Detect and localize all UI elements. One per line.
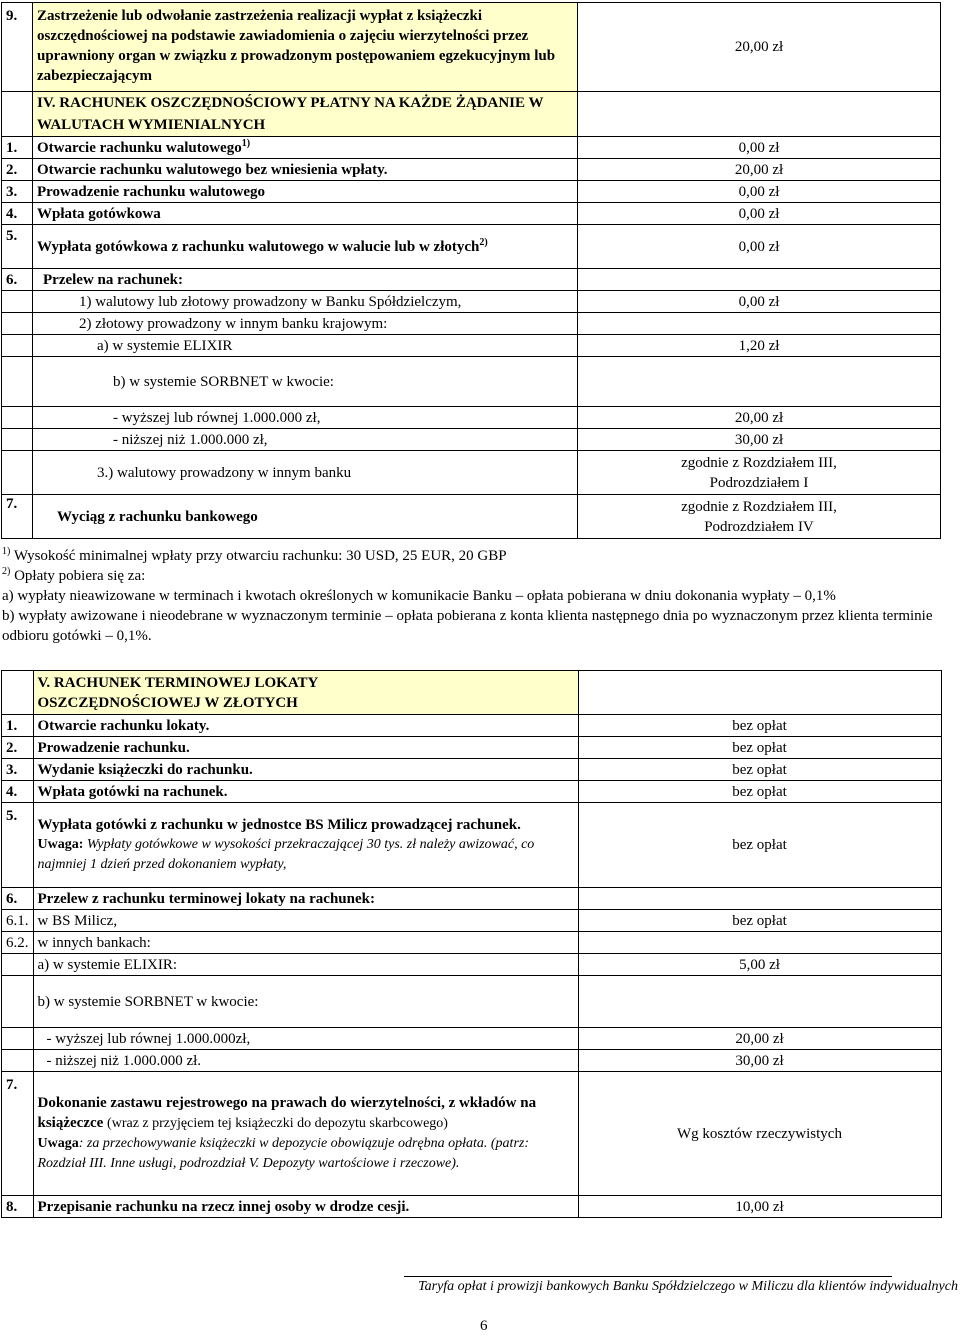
table-row [2,137,941,159]
section-title: V. RACHUNEK TERMINOWEJ LOKATY OSZCZĘDNOŚCIOWEJ W ZŁOTYCH [33,671,578,715]
row-value: 30,00 zł [578,429,941,451]
row-text: 1) walutowy lub złotowy prowadzony w Banku Spółdzielczym, [33,291,578,313]
footnote-2: $^{2)}$ Opłaty pobiera się za: [2,566,146,584]
section-title: IV. RACHUNEK OSZCZĘDNOŚCIOWY PŁATNY NA KAŻDE ŻĄDANIE W WALUTACH WYMIENIALNYCH [33,92,578,137]
table-row [2,759,942,781]
table-row [2,1028,942,1050]
row-value: 0,00 zł [578,291,941,313]
row-value: 0,00 zł [578,181,941,203]
footnote-2b: b) wypłaty awizowane i nieodebrane w wyznaczonym terminie – opłata pobierana z konta klienta następnego dnia po wyznaczonym przez klienta terminie odbioru gotówki – 0,1%. [2,608,933,644]
row-value: bez opłat [578,759,941,781]
row-value: 30,00 zł [578,1050,941,1072]
row-number: 2. [2,159,33,181]
row-value: 0,00 zł [578,225,941,269]
table-row [2,291,941,313]
row-number: 1. [2,715,34,737]
footnote-ref: 2) [479,236,488,248]
table-row [2,1050,942,1072]
row-value: 5,00 zł [578,954,941,976]
section-header-row [2,92,941,137]
row-text: Dokonanie zastawu rejestrowego na prawach do wierzytelności, z wkładów na książeczce (wraz z przyjęciem tej książeczki do depozytu skarbcowego) Uwaga: za przechowywanie książeczki w depozycie obowiązuje odrębna opłata. (patrz: Rozdział III. Inne usługi, podrozdział V. Depozyty wartościowe i rzeczowe). [33,1072,578,1196]
table-row [2,451,941,495]
row-number: 9. [2,3,33,92]
table-row [2,203,941,225]
table-row [2,932,942,954]
row-text: Przepisanie rachunku na rzecz innej osoby w drodze cesji. [33,1196,578,1218]
row-text: Wpłata gotówkowa [33,203,578,225]
row-number: 5. [2,803,34,888]
row-value: 20,00 zł [578,159,941,181]
row-text: Otwarcie rachunku walutowego [37,139,242,156]
row-text: Wypłata gotówkowa z rachunku walutowego w walucie lub w złotych [37,238,480,255]
row-number: 6. [2,269,33,291]
row-value: zgodnie z Rozdziałem III, Podrozdziałem IV [578,495,941,539]
table-row [2,313,941,335]
table-row [2,715,942,737]
section-header-row [2,671,942,715]
row-text: b) w systemie SORBNET w kwocie: [33,357,578,407]
row-number: 6.1. [2,910,34,932]
row-number: 3. [2,181,33,203]
row-value: bez opłat [578,803,941,888]
row-text: b) w systemie SORBNET w kwocie: [33,976,578,1028]
row-value: bez opłat [578,737,941,759]
row-text: Wypłata gotówki z rachunku w jednostce BS Milicz prowadzącej rachunek. Uwaga: Wypłaty gotówkowe w wysokości przekraczającej 30 tys. zł należy awizować, co najmniej 1 dzień przed dokonaniem wypłaty, [33,803,578,888]
row-text: Wyciąg z rachunku bankowego [33,495,578,539]
table-row [2,737,942,759]
table-row [2,269,941,291]
row-number: 2. [2,737,34,759]
row-value: 1,20 zł [578,335,941,357]
page-number: 6 [480,1318,488,1334]
row-value: 20,00 zł [578,3,941,92]
row-text: - niższej niż 1.000.000 zł, [33,429,578,451]
table-row [2,335,941,357]
row-value: 10,00 zł [578,1196,941,1218]
row-text: - niższej niż 1.000.000 zł. [33,1050,578,1072]
fee-table-2 [1,670,942,1218]
row-value: 20,00 zł [578,1028,941,1050]
row-value: bez opłat [578,781,941,803]
row-value: Wg kosztów rzeczywistych [578,1072,941,1196]
table-row [2,1196,942,1218]
footnote-2a: a) wypłaty nieawizowane w terminach i kwotach określonych w komunikacie Banku – opłata pobierana w dniu dokonania wypłaty – 0,1% [2,588,836,604]
table-row [2,781,942,803]
footnote-1: $^{1)}$ Wysokość minimalnej wpłaty przy otwarciu rachunku: 30 USD, 25 EUR, 20 GBP [2,546,507,564]
row-text: a) w systemie ELIXIR [33,335,578,357]
row-text: Przelew z rachunku terminowej lokaty na rachunek: [33,888,578,910]
row-number: 3. [2,759,34,781]
footnotes [2,546,952,646]
table-row [2,803,942,888]
row-number: 8. [2,1196,34,1218]
table-row [2,407,941,429]
row-text: 2) złotowy prowadzony w innym banku krajowym: [33,313,578,335]
table-row [2,495,941,539]
row-number: 1. [2,137,33,159]
fee-table-1 [1,2,941,539]
page-footer: Taryfa opłat i prowizji bankowych Banku Spółdzielczego w Miliczu dla klientów indywidualnych [418,1279,958,1294]
row-text: - wyższej lub równej 1.000.000 zł, [33,407,578,429]
table-row [2,954,942,976]
row-text: a) w systemie ELIXIR: [33,954,578,976]
table-row [2,181,941,203]
row-text: Przelew na rachunek: [33,269,578,291]
row-text: - wyższej lub równej 1.000.000zł, [33,1028,578,1050]
table-row [2,910,942,932]
row-text: Wydanie książeczki do rachunku. [33,759,578,781]
table-row [2,159,941,181]
row-text: 3.) walutowy prowadzony w innym banku [33,451,578,495]
row-value: bez opłat [578,715,941,737]
row-text: Prowadzenie rachunku walutowego [33,181,578,203]
footnote-ref: 1) [241,137,251,149]
row-number: 6. [2,888,34,910]
row-text: Otwarcie rachunku walutowego bez wniesienia wpłaty. [33,159,578,181]
footer-divider [404,1276,892,1277]
row-value: 20,00 zł [578,407,941,429]
row-text: Zastrzeżenie lub odwołanie zastrzeżenia realizacji wypłat z książeczki oszczędnościowej na podstawie zawiadomienia o zajęciu wierzytelności przez uprawniony organ w związku z prowadzonym postępowaniem egzekucyjnym lub zabezpieczającym [33,3,578,92]
table-row [2,976,942,1028]
row-text: w innych bankach: [33,932,578,954]
row-number: 5. [2,225,33,269]
table-row [2,1072,942,1196]
row-value: 0,00 zł [578,203,941,225]
row-value: bez opłat [578,910,941,932]
row-number: 7. [2,495,33,539]
row-text: Otwarcie rachunku lokaty. [33,715,578,737]
table-row [2,429,941,451]
row-text: Wpłata gotówki na rachunek. [33,781,578,803]
table-row [2,357,941,407]
row-number: 7. [2,1072,34,1196]
row-number: 4. [2,781,34,803]
row-number: 4. [2,203,33,225]
row-number: 6.2. [2,932,34,954]
row-value: zgodnie z Rozdziałem III, Podrozdziałem I [578,451,941,495]
row-value: 0,00 zł [578,137,941,159]
row-text: w BS Milicz, [33,910,578,932]
table-row [2,3,941,92]
table-row [2,888,942,910]
table-row [2,225,941,269]
row-text: Prowadzenie rachunku. [33,737,578,759]
